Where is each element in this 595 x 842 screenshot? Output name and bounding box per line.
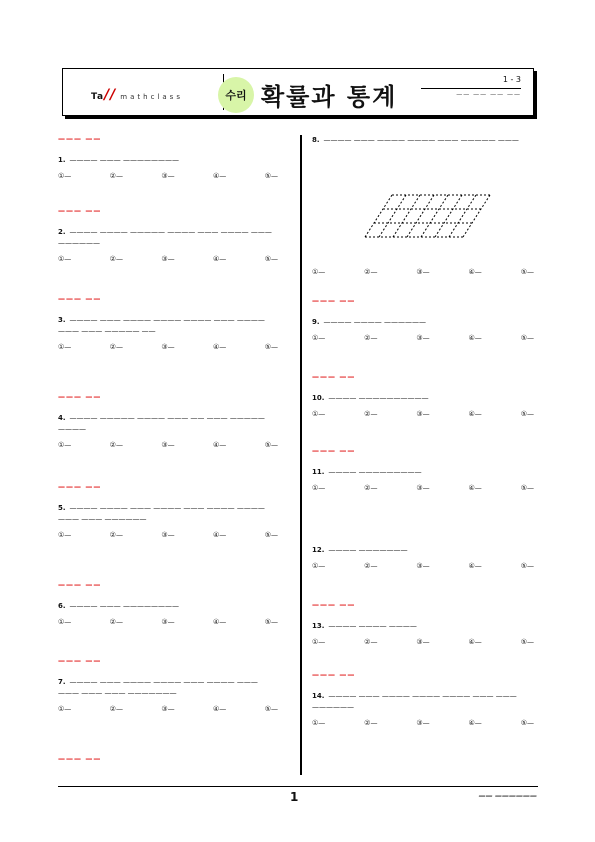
score-tag: ——— —— xyxy=(58,135,102,143)
choice[interactable]: ②— xyxy=(364,484,378,492)
choice[interactable]: ③— xyxy=(416,268,430,276)
choice[interactable]: ①— xyxy=(58,172,72,180)
choice[interactable]: ③— xyxy=(416,410,430,418)
question-text: 6. ———— ——— ———————— xyxy=(58,602,179,610)
choice[interactable]: ⑤— xyxy=(520,334,534,342)
choice[interactable]: ③— xyxy=(161,343,175,351)
question-text: 7. ———— ——— ———— ———— ——— ———— ——— ——— ——— ——— ——————— xyxy=(58,678,258,697)
choice[interactable]: ③— xyxy=(161,255,175,263)
choice[interactable]: ⑤— xyxy=(264,441,278,449)
score-tag: ——— —— xyxy=(58,581,102,589)
choice[interactable]: ②— xyxy=(109,343,123,351)
problem-r4 xyxy=(312,447,534,492)
score-tag: ——— —— xyxy=(58,295,102,303)
question-text: 5. ———— ———— ——— ———— ——— ———— ———— ——— ——— —————— xyxy=(58,504,265,523)
problem-r3 xyxy=(312,373,534,418)
footer-publisher: —— —————— xyxy=(478,792,537,800)
choice[interactable]: ⑤— xyxy=(520,562,534,570)
choice[interactable]: ①— xyxy=(312,638,326,646)
question-text: 12. ———— ——————— xyxy=(312,546,408,554)
choice[interactable]: ②— xyxy=(109,255,123,263)
choice[interactable]: ①— xyxy=(58,618,72,626)
choice[interactable]: ②— xyxy=(109,618,123,626)
exam-subtitle: —— —— —— —— xyxy=(421,88,521,98)
problem-7 xyxy=(58,657,278,713)
choice[interactable]: ③— xyxy=(416,638,430,646)
choice[interactable]: ⑤— xyxy=(520,638,534,646)
answer-choices xyxy=(312,410,534,418)
choice[interactable]: ⑤— xyxy=(520,410,534,418)
score-tag: ——— —— xyxy=(58,207,102,215)
choice[interactable]: ②— xyxy=(364,719,378,727)
choice[interactable]: ④— xyxy=(468,484,482,492)
choice[interactable]: ④— xyxy=(213,705,227,713)
choice[interactable]: ⑤— xyxy=(264,705,278,713)
score-tag: ——— —— xyxy=(58,483,102,491)
subject-badge: 수리 xyxy=(218,77,254,113)
header-box xyxy=(62,68,534,116)
question-text: 10. ———— —————————— xyxy=(312,394,429,402)
answer-choices xyxy=(58,172,278,180)
choice[interactable]: ①— xyxy=(312,484,326,492)
column-divider xyxy=(300,135,302,775)
choice[interactable]: ③— xyxy=(416,484,430,492)
answer-choices xyxy=(58,343,278,351)
choice[interactable]: ①— xyxy=(58,343,72,351)
choice[interactable]: ②— xyxy=(109,441,123,449)
answer-choices xyxy=(58,531,278,539)
problem-r7 xyxy=(312,671,534,727)
problem-6 xyxy=(58,581,278,626)
choice[interactable]: ④— xyxy=(213,343,227,351)
choice[interactable]: ④— xyxy=(213,441,227,449)
choice[interactable]: ①— xyxy=(312,268,326,276)
choice[interactable]: ③— xyxy=(161,172,175,180)
choice[interactable]: ⑤— xyxy=(264,343,278,351)
answer-choices xyxy=(312,638,534,646)
question-text: 4. ———— ————— ———— ——— —— ——— ————— ———— xyxy=(58,414,265,433)
choice[interactable]: ⑤— xyxy=(264,255,278,263)
question-text: 8. ———— ——— ———— ———— ——— ————— ——— xyxy=(312,136,519,144)
score-tag: ——— —— xyxy=(312,671,356,679)
choice[interactable]: ④— xyxy=(468,334,482,342)
choice[interactable]: ②— xyxy=(364,268,378,276)
exam-number: 1 - 3 xyxy=(502,75,521,84)
problem-5 xyxy=(58,483,278,539)
score-tag: ——— —— xyxy=(312,297,356,305)
choice[interactable]: ③— xyxy=(161,441,175,449)
problem-r1 xyxy=(312,135,534,276)
problem-4 xyxy=(58,393,278,449)
choice[interactable]: ⑤— xyxy=(520,484,534,492)
choice[interactable]: ⑤— xyxy=(264,172,278,180)
header-meta xyxy=(421,75,521,98)
logo-sub: mathclass xyxy=(120,93,183,101)
problem-r5 xyxy=(312,545,534,570)
choice[interactable]: ①— xyxy=(312,334,326,342)
choice[interactable]: ④— xyxy=(213,618,227,626)
score-tag: ——— —— xyxy=(58,657,102,665)
parallelogram-grid-figure xyxy=(362,191,502,251)
choice[interactable]: ①— xyxy=(312,410,326,418)
choice[interactable]: ①— xyxy=(312,562,326,570)
choice[interactable]: ①— xyxy=(58,705,72,713)
problem-3 xyxy=(58,295,278,351)
choice[interactable]: ④— xyxy=(468,719,482,727)
subject-title: 확률과 통계 xyxy=(261,83,398,111)
choice[interactable]: ②— xyxy=(109,531,123,539)
choice[interactable]: ①— xyxy=(58,531,72,539)
question-text: 9. ———— ———— —————— xyxy=(312,318,426,326)
question-text: 13. ———— ———— ———— xyxy=(312,622,417,630)
problem-2 xyxy=(58,207,278,263)
choice[interactable]: ①— xyxy=(58,255,72,263)
choice[interactable]: ④— xyxy=(468,638,482,646)
choice[interactable]: ④— xyxy=(213,255,227,263)
answer-choices xyxy=(58,255,278,263)
problem-8-tag xyxy=(58,755,278,763)
logo-mark: // xyxy=(104,87,117,103)
choice[interactable]: ④— xyxy=(468,410,482,418)
choice[interactable]: ②— xyxy=(364,562,378,570)
score-tag: ——— —— xyxy=(312,601,356,609)
problem-r2 xyxy=(312,297,534,342)
problem-1 xyxy=(58,135,278,180)
choice[interactable]: ④— xyxy=(213,531,227,539)
score-tag: ——— —— xyxy=(312,447,356,455)
question-text: 2. ———— ———— ————— ———— ——— ———— ——— —————— xyxy=(58,228,272,247)
answer-choices xyxy=(58,705,278,713)
choice[interactable]: ③— xyxy=(416,334,430,342)
answer-choices xyxy=(312,334,534,342)
score-tag: ——— —— xyxy=(58,755,102,763)
choice[interactable]: ②— xyxy=(364,410,378,418)
page-number: 1 xyxy=(290,790,299,804)
choice[interactable]: ③— xyxy=(416,719,430,727)
score-tag: ——— —— xyxy=(58,393,102,401)
question-text: 1. ———— ——— ———————— xyxy=(58,156,179,164)
choice[interactable]: ⑤— xyxy=(264,618,278,626)
choice[interactable]: ③— xyxy=(416,562,430,570)
choice[interactable]: ⑤— xyxy=(264,531,278,539)
choice[interactable]: ②— xyxy=(109,172,123,180)
score-tag: ——— —— xyxy=(312,373,356,381)
choice[interactable]: ⑤— xyxy=(520,719,534,727)
question-text: 3. ———— ——— ———— ———— ———— ——— ———— ——— ——— ————— —— xyxy=(58,316,265,335)
problem-r6 xyxy=(312,601,534,646)
choice[interactable]: ②— xyxy=(364,334,378,342)
choice[interactable]: ⑤— xyxy=(520,268,534,276)
answer-choices xyxy=(312,562,534,570)
choice[interactable]: ④— xyxy=(468,268,482,276)
answer-choices xyxy=(58,618,278,626)
choice[interactable]: ③— xyxy=(161,705,175,713)
publisher-logo xyxy=(91,87,183,103)
choice[interactable]: ①— xyxy=(58,441,72,449)
answer-choices xyxy=(58,441,278,449)
choice[interactable]: ③— xyxy=(161,618,175,626)
answer-choices xyxy=(312,268,534,276)
choice[interactable]: ④— xyxy=(468,562,482,570)
answer-choices xyxy=(312,484,534,492)
question-text: 14. ———— ——— ———— ———— ———— ——— ——— —————— xyxy=(312,692,517,711)
logo-text: Ta xyxy=(91,92,105,102)
choice[interactable]: ②— xyxy=(364,638,378,646)
choice[interactable]: ①— xyxy=(312,719,326,727)
choice[interactable]: ④— xyxy=(213,172,227,180)
choice[interactable]: ③— xyxy=(161,531,175,539)
choice[interactable]: ②— xyxy=(109,705,123,713)
footer-rule xyxy=(58,786,538,787)
answer-choices xyxy=(312,719,534,727)
question-text: 11. ———— ————————— xyxy=(312,468,422,476)
